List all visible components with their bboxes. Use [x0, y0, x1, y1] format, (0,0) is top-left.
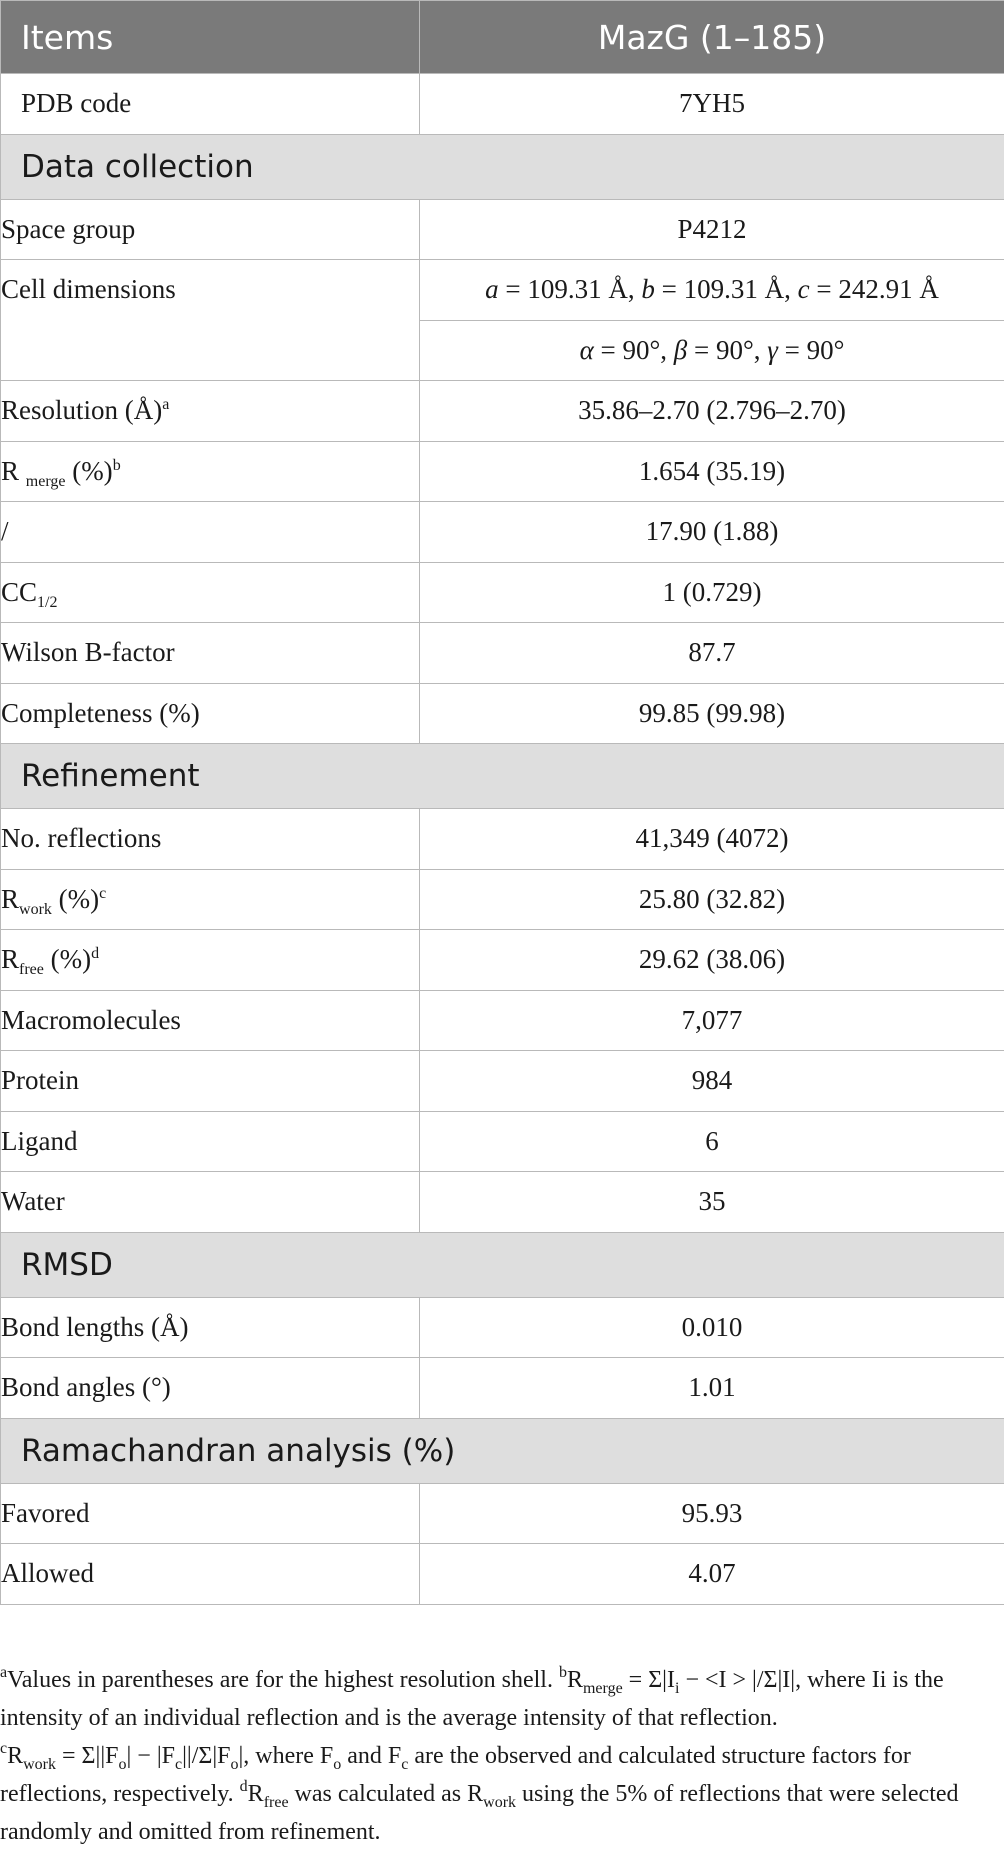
symbol-alpha: α	[579, 334, 594, 365]
table-row	[1, 623, 1004, 684]
footnote-mark: a	[0, 1663, 8, 1681]
header-mazg: MazG (1–185)	[420, 1, 1004, 74]
row-value: 984	[420, 1051, 1004, 1112]
value-b: = 109.31 Å,	[654, 274, 798, 305]
label-text: (%)	[51, 883, 100, 914]
footnote-text	[0, 1661, 1004, 1851]
footnote-subscript: work	[23, 1755, 57, 1773]
label-text: R	[1, 883, 20, 914]
row-label: Macromolecules	[1, 990, 420, 1051]
footnote-subscript: c	[174, 1755, 183, 1773]
footnote-mark: c	[99, 884, 107, 902]
footnote-c: = Σ||F	[56, 1742, 119, 1769]
footnote-subscript: i	[674, 1679, 680, 1697]
footnote-subscript: o	[333, 1755, 342, 1773]
label-text: (%)	[65, 455, 113, 486]
row-label	[1, 562, 420, 623]
row-label: Cell dimensions	[1, 260, 420, 381]
row-value: 29.62 (38.06)	[420, 930, 1004, 991]
row-value: 99.85 (99.98)	[420, 683, 1004, 744]
footnote-mark: d	[91, 945, 100, 963]
table-row	[1, 502, 1004, 563]
section-title: Ramachandran analysis (%)	[1, 1418, 1004, 1483]
table-row	[1, 441, 1004, 502]
footnote-c: |, where F	[238, 1742, 334, 1769]
label-text: (%)	[43, 944, 92, 975]
label-subscript: 1/2	[37, 593, 58, 611]
table-row	[1, 1544, 1004, 1605]
label-text: R	[1, 944, 20, 975]
footnote-c: | − |F	[126, 1742, 175, 1769]
footnote-subscript: free	[263, 1793, 289, 1811]
section-header	[1, 134, 1004, 199]
row-value-cell-angles	[420, 320, 1004, 381]
table-row	[1, 1483, 1004, 1544]
section-title: Data collection	[1, 134, 1004, 199]
row-value: 7,077	[420, 990, 1004, 1051]
row-label: Space group	[1, 199, 420, 260]
row-label: Water	[1, 1172, 420, 1233]
table-row	[1, 683, 1004, 744]
symbol-gamma: γ	[767, 334, 778, 365]
footnote-mark: a	[162, 396, 170, 414]
row-value: 17.90 (1.88)	[420, 502, 1004, 563]
row-value: 1 (0.729)	[420, 562, 1004, 623]
table-row	[1, 869, 1004, 930]
footnote-c: ||/Σ|F	[182, 1742, 231, 1769]
symbol-a: a	[485, 274, 499, 305]
footnote-subscript: work	[483, 1793, 517, 1811]
row-label: No. reflections	[1, 809, 420, 870]
symbol-b: b	[641, 274, 655, 305]
row-label: Allowed	[1, 1544, 420, 1605]
table-row	[1, 1051, 1004, 1112]
row-label: Protein	[1, 1051, 420, 1112]
table-row	[1, 990, 1004, 1051]
value-beta: = 90°,	[687, 334, 768, 365]
footnote-d-symbol: R	[247, 1780, 264, 1807]
symbol-c: c	[797, 274, 810, 305]
footnote-c: and F	[341, 1742, 402, 1769]
row-value: 4.07	[420, 1544, 1004, 1605]
row-label: Favored	[1, 1483, 420, 1544]
value-alpha: = 90°,	[593, 334, 674, 365]
table-row	[1, 199, 1004, 260]
row-value: 0.010	[420, 1297, 1004, 1358]
row-label: Wilson B-factor	[1, 623, 420, 684]
table-row	[1, 1172, 1004, 1233]
label-subscript: merge	[25, 472, 66, 490]
footnote-mark: d	[239, 1777, 248, 1795]
footnote-b-symbol: R	[566, 1666, 583, 1693]
row-label	[1, 869, 420, 930]
row-label	[1, 381, 420, 442]
row-label: /	[1, 502, 420, 563]
label-text: R	[1, 455, 26, 486]
label-text: Resolution (Å)	[1, 395, 163, 426]
row-value: 35.86–2.70 (2.796–2.70)	[420, 381, 1004, 442]
footnote-a: Values in parentheses are for the highest resolution shell.	[7, 1666, 559, 1693]
footnote-c: are the observed and calculated structure factors for reflections, respectively.	[0, 1742, 911, 1807]
section-header	[1, 1232, 1004, 1297]
table-row	[1, 1111, 1004, 1172]
footnote-c-symbol: R	[7, 1742, 24, 1769]
label-text: CC	[1, 576, 38, 607]
row-value-cell-lengths	[420, 260, 1004, 321]
row-label: Ligand	[1, 1111, 420, 1172]
row-value: 6	[420, 1111, 1004, 1172]
row-value: 25.80 (32.82)	[420, 869, 1004, 930]
row-label: Bond angles (°)	[1, 1358, 420, 1419]
header-items: Items	[1, 1, 420, 74]
footnote-mark: c	[0, 1739, 8, 1757]
footnote-d: was calculated as R	[288, 1780, 484, 1807]
row-value: 1.01	[420, 1358, 1004, 1419]
row-value: P4212	[420, 199, 1004, 260]
table-header-row	[1, 1, 1004, 74]
row-label: PDB code	[1, 74, 420, 135]
table-row	[1, 260, 1004, 321]
footnote-b: − <I > |/Σ|I|, where Ii is the intensity of an individual reflection and is the average intensity of that reflection.	[0, 1666, 944, 1731]
row-value: 87.7	[420, 623, 1004, 684]
row-label	[1, 441, 420, 502]
table-row	[1, 1358, 1004, 1419]
footnote-d: using the 5% of reflections that were selected randomly and omitted from refinement.	[0, 1780, 959, 1845]
value-gamma: = 90°	[777, 334, 845, 365]
label-subscript: free	[19, 961, 44, 979]
row-value: 41,349 (4072)	[420, 809, 1004, 870]
table-row	[1, 74, 1004, 135]
label-subscript: work	[19, 900, 52, 918]
row-label: Completeness (%)	[1, 683, 420, 744]
footnote-mark: b	[558, 1663, 567, 1681]
footnote-subscript: merge	[582, 1679, 623, 1697]
footnote-subscript: o	[118, 1755, 127, 1773]
section-header	[1, 1418, 1004, 1483]
section-header	[1, 744, 1004, 809]
row-value: 1.654 (35.19)	[420, 441, 1004, 502]
footnote-subscript: c	[401, 1755, 409, 1773]
value-a: = 109.31 Å,	[498, 274, 642, 305]
value-c: = 242.91 Å	[809, 274, 939, 305]
row-value: 95.93	[420, 1483, 1004, 1544]
table-footnotes	[0, 1661, 1004, 1851]
table-row	[1, 809, 1004, 870]
section-title: Refinement	[1, 744, 1004, 809]
row-label	[1, 930, 420, 991]
symbol-beta: β	[673, 334, 688, 365]
footnote-b: = Σ|I	[622, 1666, 675, 1693]
row-value: 35	[420, 1172, 1004, 1233]
footnote-subscript: o	[230, 1755, 239, 1773]
table-row	[1, 1297, 1004, 1358]
table-row	[1, 930, 1004, 991]
table-row	[1, 562, 1004, 623]
row-value: 7YH5	[420, 74, 1004, 135]
table-row	[1, 381, 1004, 442]
footnote-mark: b	[112, 456, 121, 474]
row-label: Bond lengths (Å)	[1, 1297, 420, 1358]
section-title: RMSD	[1, 1232, 1004, 1297]
